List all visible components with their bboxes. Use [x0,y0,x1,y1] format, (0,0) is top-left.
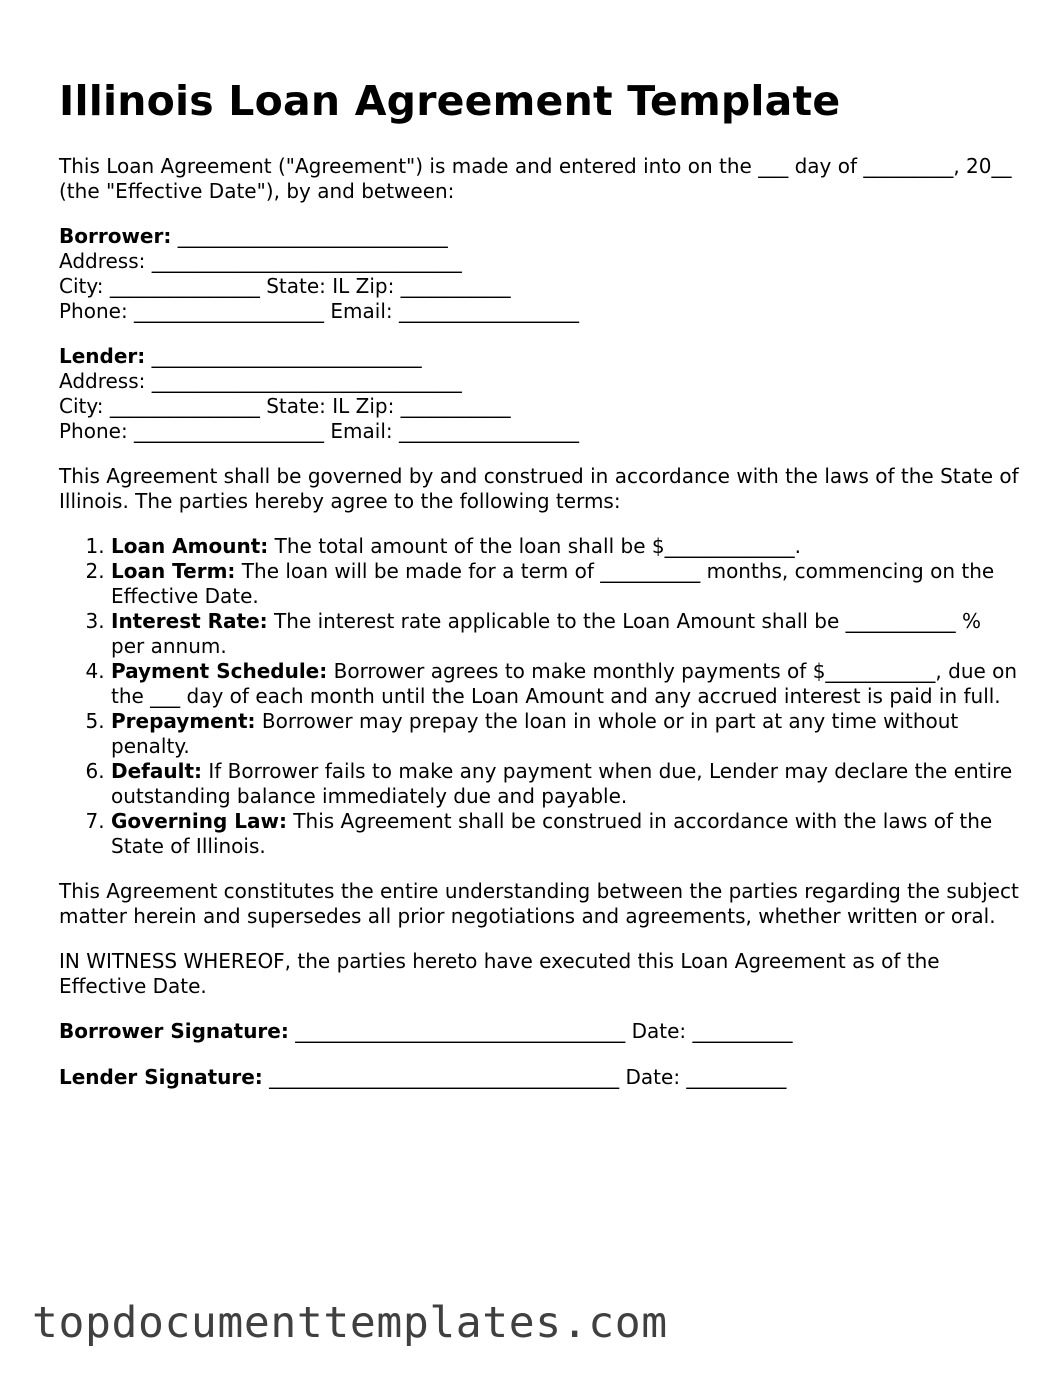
document-title: Illinois Loan Agreement Template [59,77,841,125]
borrower-name-blank: ___________________________ [171,224,448,248]
term-item [111,709,1019,759]
watermark: topdocumenttemplates.com [32,1298,668,1348]
term-item [111,809,1019,859]
borrower-label: Borrower: [59,224,172,248]
witness-paragraph: IN WITNESS WHEREOF, the parties hereto have executed this Loan Agreement as of the Effective Date. [59,949,940,998]
lender-name-blank: ___________________________ [145,344,422,368]
term-item [111,559,1019,609]
term-label: Prepayment: [111,709,256,733]
term-text: Borrower agrees to make monthly payments of $___________, due on the ___ day of each month until the Loan Amount and any accrued interest is paid in full. [111,659,1018,708]
term-label: Loan Amount: [111,534,269,558]
lender-name-line [59,344,1019,369]
terms-list [59,534,1019,859]
term-text: Borrower may prepay the loan in whole or in part at any time without penalty. [111,709,959,758]
term-item [111,534,1019,559]
lender-address-line: Address: _______________________________ [59,369,462,393]
lender-label: Lender: [59,344,146,368]
borrower-city-line: City: _______________ State: IL Zip: ___________ [59,274,511,298]
term-label: Governing Law: [111,809,287,833]
term-item [111,759,1019,809]
term-text: The loan will be made for a term of __________ months, commencing on the Effective Date. [111,559,995,608]
lender-block [59,344,1019,444]
borrower-phone-line: Phone: ___________________ Email: __________________ [59,299,579,323]
term-label: Loan Term: [111,559,236,583]
term-item [111,659,1019,709]
borrower-address-line: Address: _______________________________ [59,249,462,273]
lender-signature-blanks: ___________________________________ Date: __________ [262,1065,787,1089]
term-label: Default: [111,759,203,783]
term-text: The interest rate applicable to the Loan Amount shall be ___________ % per annum. [111,609,982,658]
term-text: This Agreement shall be construed in accordance with the laws of the State of Illinois. [111,809,993,858]
term-text: The total amount of the loan shall be $_____________. [268,534,801,558]
term-item [111,609,1019,659]
lender-signature-label: Lender Signature: [59,1065,263,1089]
intro-paragraph: This Loan Agreement ("Agreement") is made and entered into on the ___ day of _________, 20__ (the "Effective Date"), by and between: [59,154,1012,203]
document [59,74,1019,1090]
term-text: If Borrower fails to make any payment when due, Lender may declare the entire outstanding balance immediately due and payable. [111,759,1013,808]
borrower-name-line [59,224,1019,249]
lender-phone-line: Phone: ___________________ Email: __________________ [59,419,579,443]
borrower-signature-blanks: _________________________________ Date: __________ [288,1019,793,1043]
borrower-block [59,224,1019,324]
lender-signature-line [59,1065,1019,1090]
lender-city-line: City: _______________ State: IL Zip: ___________ [59,394,511,418]
term-label: Interest Rate: [111,609,268,633]
governing-intro-paragraph: This Agreement shall be governed by and construed in accordance with the laws of the State of Illinois. The parties hereby agree to the following terms: [59,464,1019,513]
borrower-signature-label: Borrower Signature: [59,1019,289,1043]
term-label: Payment Schedule: [111,659,328,683]
borrower-signature-line [59,1019,1019,1044]
entire-agreement-paragraph: This Agreement constitutes the entire understanding between the parties regarding the subject matter herein and supersedes all prior negotiations and agreements, whether written or oral. [59,879,1019,928]
